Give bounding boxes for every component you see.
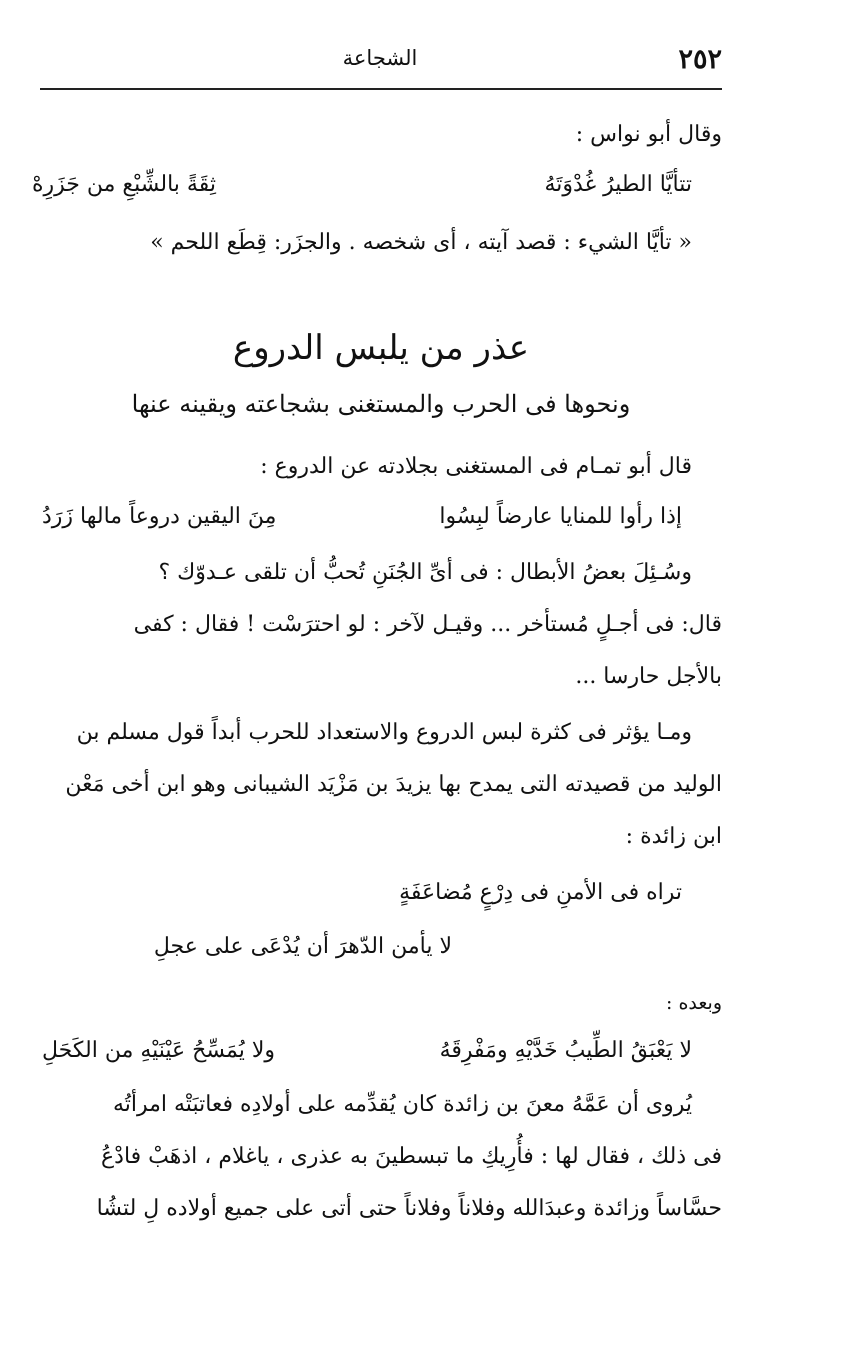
paragraph-line: الوليد من قصيدته التى يمدح بها يزيدَ بن مَزْيَد الشيبانى وهو ابن أخى مَعْن [65, 772, 722, 797]
header-rule [40, 88, 722, 90]
paragraph-line: وسُـئِلَ بعضُ الأبطال : فى أىِّ الجُنَنِ تُحبُّ أن تلقى عـدوّك ؟ [158, 560, 692, 585]
paragraph-line: فى ذلك ، فقال لها : فأُرِيكِ ما تبسطينَ به عذرى ، ياغلام ، اذهَبْ فادْعُ [101, 1144, 722, 1169]
verse-hemistich-first: لا يَعْبَقُ الطِّيبُ خَدَّيْهِ ومَفْرِقَهُ [439, 1038, 692, 1063]
verse-line: تراه فى الأمنِ فى دِرْعٍ مُضاعَفَةٍ [399, 880, 682, 905]
after-label: وبعده : [666, 992, 722, 1014]
verse-line: لا يأمن الدّهرَ أن يُدْعَى على عجلِ [153, 934, 452, 959]
verse-hemistich-second: ثِقَةً بالشِّبْعِ من جَزَرِهْ [32, 172, 216, 197]
page-number: ٢٥٢ [678, 44, 722, 75]
paragraph-line: ومـا يؤثر فى كثرة لبس الدروع والاستعداد للحرب أبداً قول مسلم بن [76, 720, 692, 745]
abu-nuwas-intro: وقال أبو نواس : [575, 122, 722, 147]
verse-hemistich-second: ولا يُمَسِّحُ عَيْنَيْهِ من الكَحَلِ [42, 1038, 276, 1063]
section-title: عذر من يلبس الدروع [232, 328, 530, 368]
verse3 [42, 1034, 692, 1074]
verse-hemistich-first: إذا رأوا للمنايا عارضاً لبِسُوا [439, 504, 682, 529]
verse-hemistich-first: تتأيَّا الطيرُ غُدْوَتَهُ [544, 172, 692, 197]
running-title: الشجاعة [342, 46, 418, 70]
paragraph-line: حسَّاساً وزائدة وعبدَالله وفلاناً وفلاناً حتى أتى على جميع أولاده لِ لتشُا [96, 1196, 722, 1221]
paragraph-line: قال: فى أجـلٍ مُستأخر ... وقيـل لآخر : لو احترَسْت ! فقال : كفى [133, 612, 722, 637]
verse-hemistich-second: مِنَ اليقين دروعاً مالها زَرَدُ [42, 504, 277, 529]
abu-nuwas-verse [32, 168, 692, 208]
section-subtitle: ونحوها فى الحرب والمستغنى بشجاعته ويقينه عنها [131, 390, 631, 418]
paragraph-line: بالأجل حارسا ... [575, 664, 722, 689]
book-page [32, 30, 722, 1330]
paragraph-line: يُروى أن عَمَّهُ معنَ بن زائدة كان يُقدِّمه على أولادِه فعاتبَتْه امرأتُه [112, 1092, 692, 1117]
paragraph-line: ابن زائدة : [625, 824, 722, 849]
page-header [40, 38, 722, 82]
abu-tammam-intro: قال أبو تمـام فى المستغنى بجلادته عن الدروع : [260, 454, 692, 479]
abu-tammam-verse [42, 500, 682, 540]
gloss-note: « تأيَّا الشيء : قصد آيته ، أى شخصه . والجزَر: قِطَع اللحم » [150, 230, 692, 255]
